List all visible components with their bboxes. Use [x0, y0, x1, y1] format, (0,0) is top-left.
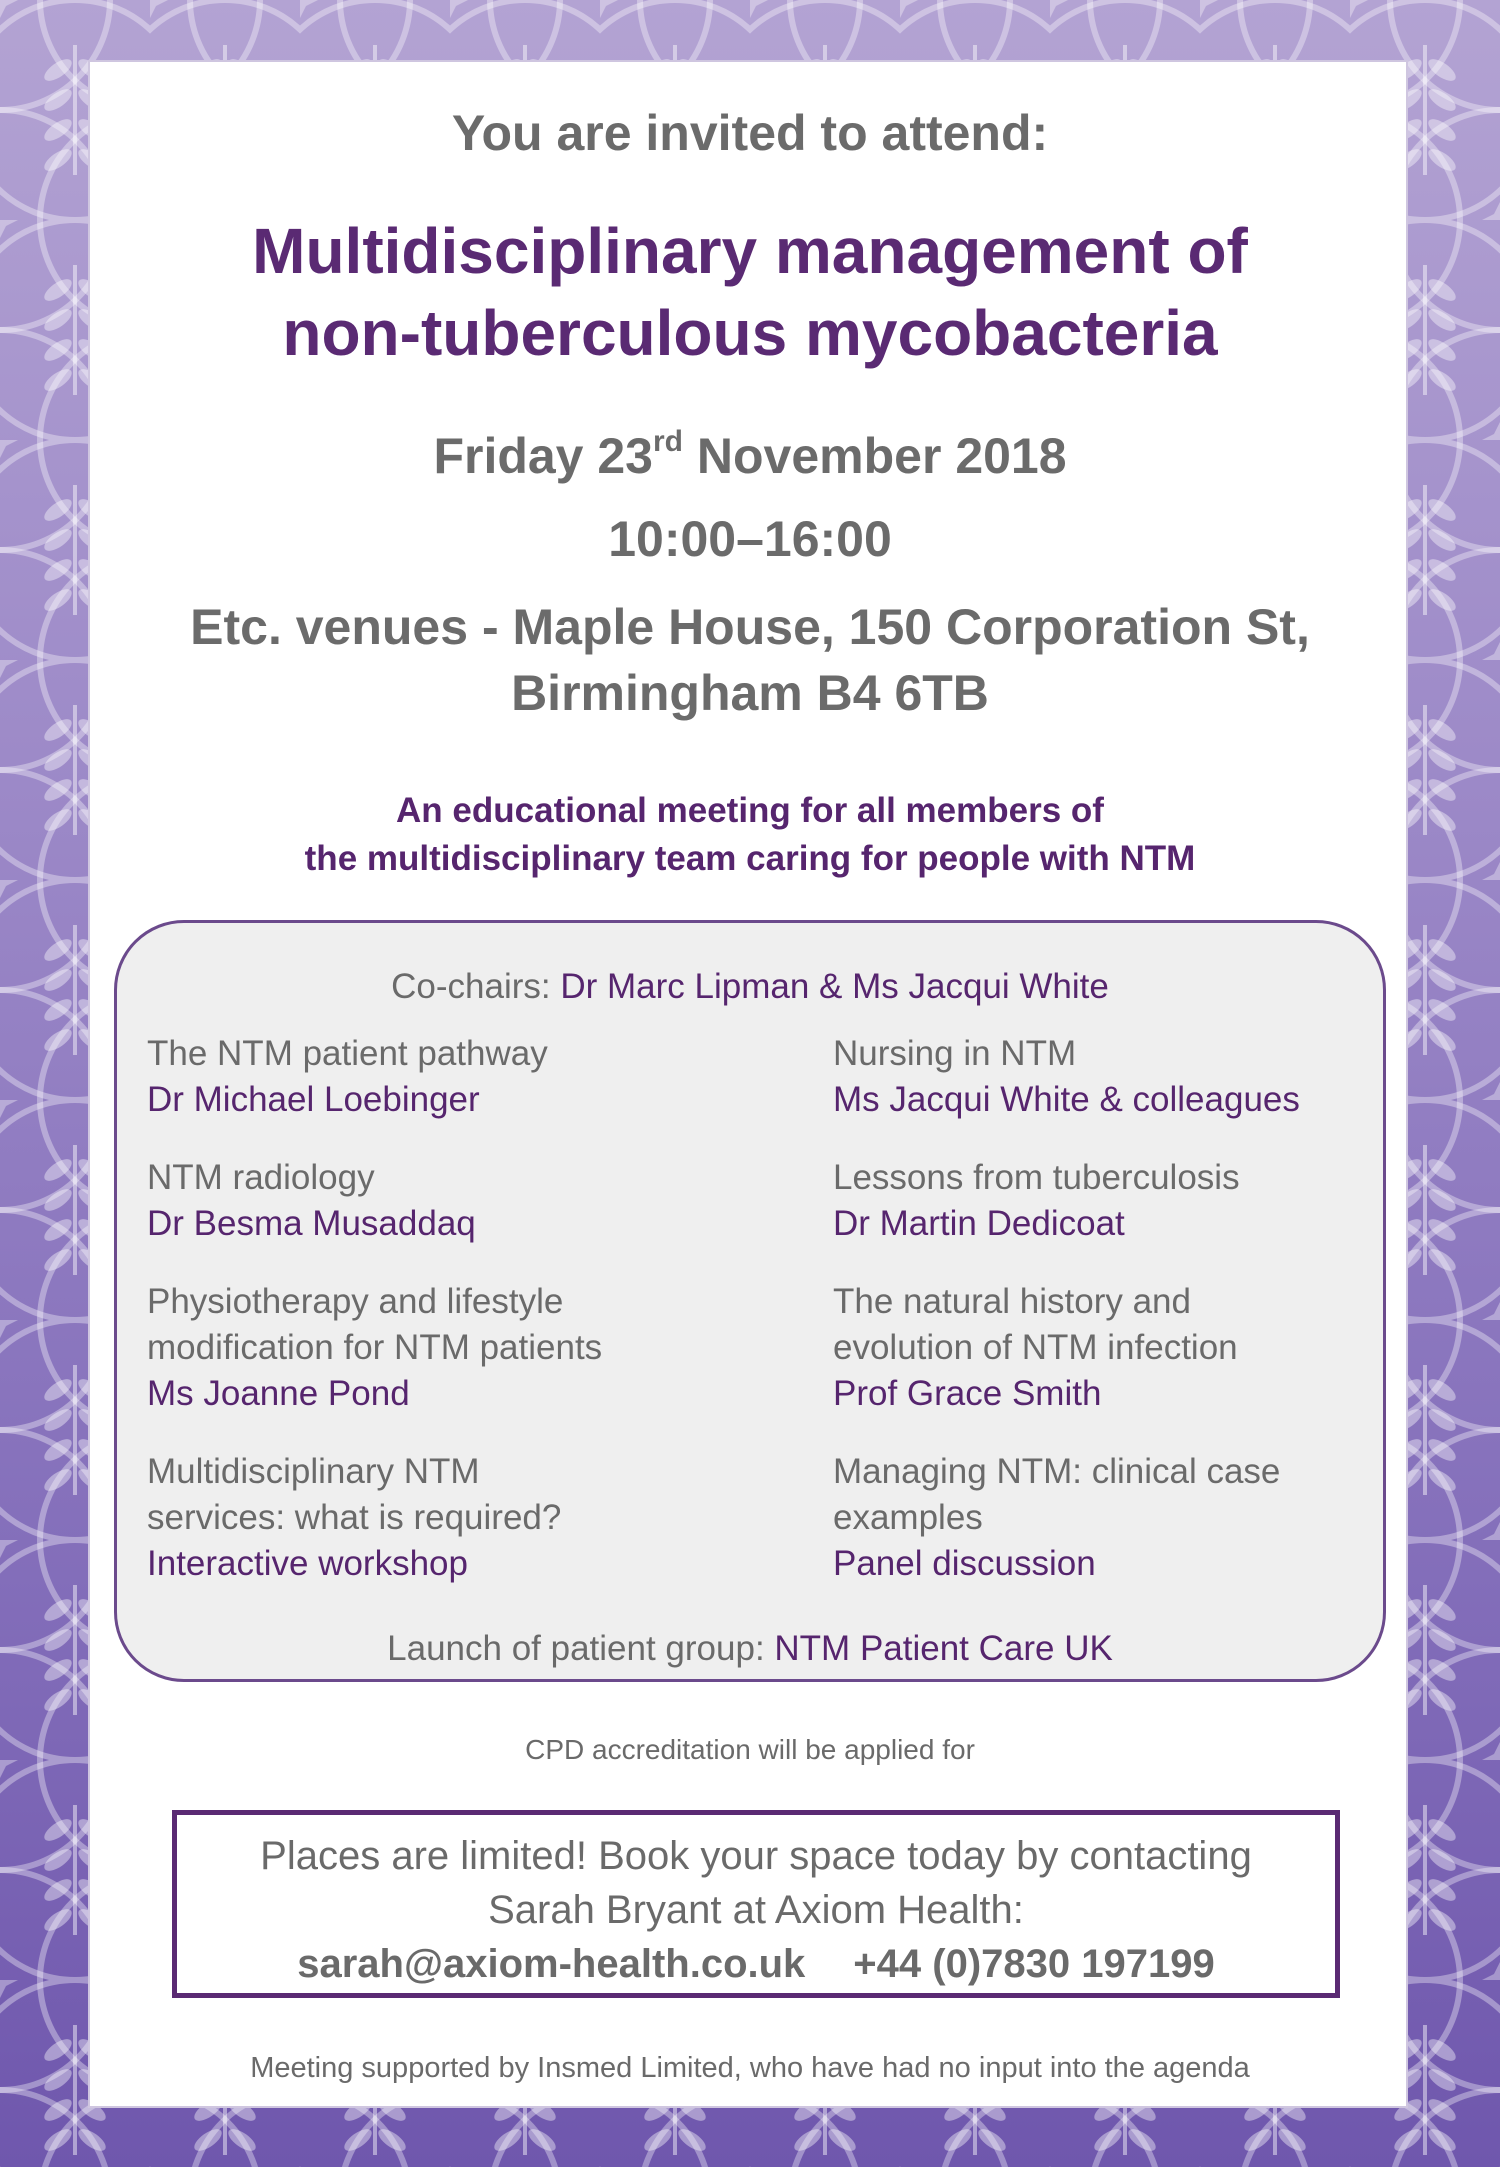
- booking-contacts: [177, 1937, 1335, 1991]
- date-rest: November 2018: [683, 428, 1067, 484]
- launch-name: NTM Patient Care UK: [774, 1629, 1113, 1668]
- agenda-item-speaker: Dr Martin Dedicoat: [833, 1204, 1125, 1243]
- agenda-item: [147, 1155, 787, 1247]
- booking-line-2: Sarah Bryant at Axiom Health:: [488, 1888, 1024, 1932]
- event-date: [90, 427, 1410, 485]
- launch-label: Launch of patient group:: [387, 1629, 775, 1668]
- sponsor-disclaimer: Meeting supported by Insmed Limited, who have had no input into the agenda: [250, 2052, 1250, 2084]
- title-line-1: Multidisciplinary management of: [252, 215, 1248, 287]
- agenda-item: [833, 1449, 1393, 1587]
- booking-line-1: Places are limited! Book your space today by contacting: [260, 1834, 1252, 1878]
- agenda-item-speaker: Dr Michael Loebinger: [147, 1080, 480, 1119]
- contact-phone[interactable]: +44 (0)7830 197199: [853, 1942, 1215, 1986]
- invite-heading: You are invited to attend:: [451, 105, 1049, 161]
- agenda-item-title: Physiotherapy and lifestyle modification for NTM patients: [147, 1282, 603, 1367]
- agenda-item-speaker: Prof Grace Smith: [833, 1374, 1102, 1413]
- date-day: Friday 23: [433, 428, 653, 484]
- intro-line-1: An educational meeting for all members of: [396, 791, 1104, 830]
- agenda-item-title: Multidisciplinary NTM services: what is required?: [147, 1452, 562, 1537]
- agenda-item-speaker: Dr Besma Musaddaq: [147, 1204, 476, 1243]
- venue-line-1: Etc. venues - Maple House, 150 Corporation St,: [190, 599, 1310, 655]
- agenda-item: [833, 1279, 1393, 1417]
- event-title: [90, 210, 1410, 374]
- agenda-item-speaker: Ms Jacqui White & colleagues: [833, 1080, 1300, 1119]
- agenda-item: [833, 1155, 1393, 1247]
- agenda-item: [147, 1449, 787, 1587]
- agenda-item: [147, 1279, 787, 1417]
- title-line-2: non-tuberculous mycobacteria: [282, 297, 1218, 369]
- agenda-panel: [114, 920, 1386, 1682]
- contact-email[interactable]: sarah@axiom-health.co.uk: [297, 1942, 806, 1986]
- agenda-item-speaker: Panel discussion: [833, 1544, 1096, 1583]
- agenda-item-title: Nursing in NTM: [833, 1034, 1077, 1073]
- agenda-item-title: Managing NTM: clinical case examples: [833, 1452, 1281, 1537]
- agenda-item-speaker: Interactive workshop: [147, 1544, 468, 1583]
- agenda-item-title: The NTM patient pathway: [147, 1034, 548, 1073]
- agenda-item-speaker: Ms Joanne Pond: [147, 1374, 410, 1413]
- agenda-item: [833, 1031, 1393, 1123]
- invitation-card: [88, 60, 1408, 2108]
- cochairs-label: Co-chairs:: [391, 967, 561, 1006]
- meeting-intro: [90, 787, 1410, 883]
- agenda-item: [147, 1031, 787, 1123]
- date-suffix: rd: [653, 425, 683, 458]
- agenda-item-title: NTM radiology: [147, 1158, 375, 1197]
- intro-line-2: the multidisciplinary team caring for people with NTM: [304, 839, 1196, 878]
- patient-group-launch: [117, 1629, 1383, 1669]
- event-venue: [90, 594, 1410, 726]
- event-time: 10:00–16:00: [608, 511, 892, 567]
- venue-line-2: Birmingham B4 6TB: [511, 665, 989, 721]
- cpd-note: CPD accreditation will be applied for: [525, 1734, 975, 1765]
- cochairs-names: Dr Marc Lipman & Ms Jacqui White: [560, 967, 1109, 1006]
- agenda-item-title: Lessons from tuberculosis: [833, 1158, 1240, 1197]
- agenda-item-title: The natural history and evolution of NTM infection: [833, 1282, 1238, 1367]
- cochairs: [117, 967, 1383, 1007]
- booking-box: [172, 1810, 1340, 1998]
